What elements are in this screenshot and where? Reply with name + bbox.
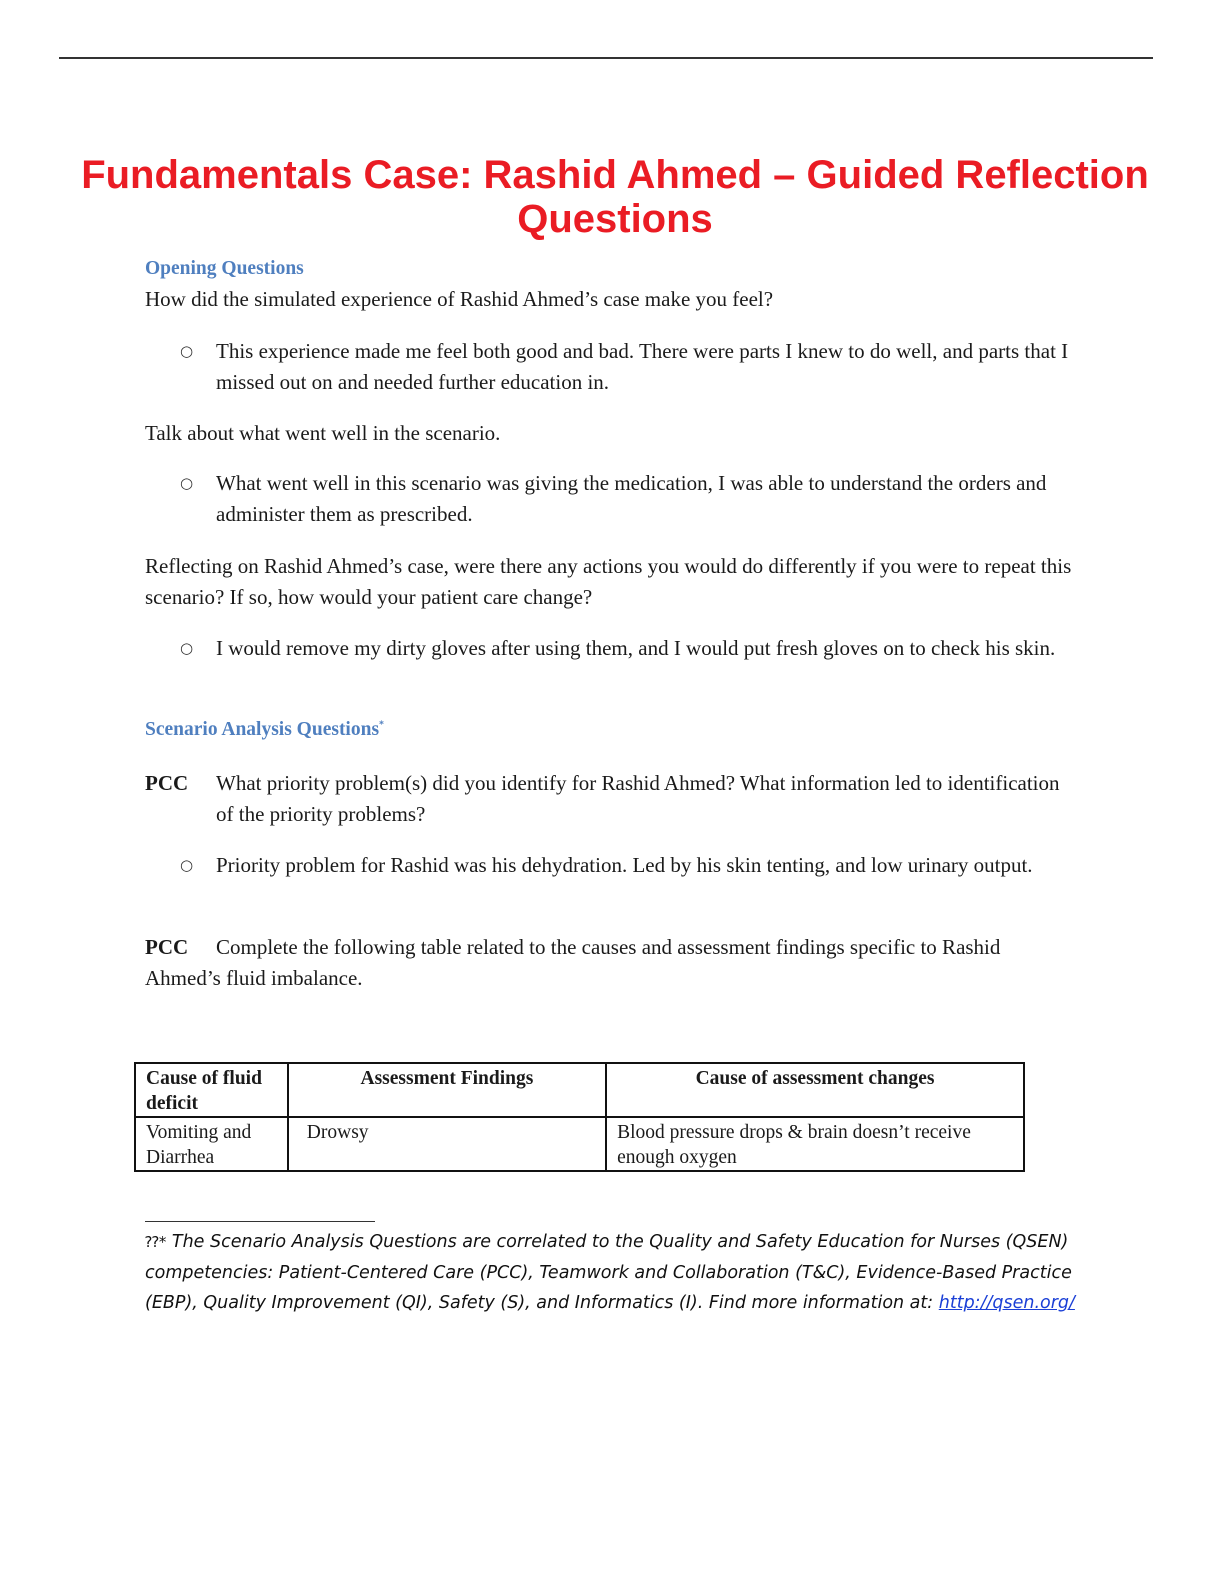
column-header: Cause of fluid deficit bbox=[135, 1063, 288, 1117]
top-divider bbox=[59, 57, 1153, 59]
footnote-marker: ⁇* bbox=[145, 1233, 167, 1251]
footnote-reference: * bbox=[379, 719, 385, 731]
opening-question-3: Reflecting on Rashid Ahmed’s case, were there any actions you would do differently if you were to repeat this scenario? If so, how would your patient care change? bbox=[145, 554, 1072, 609]
column-header: Cause of assessment changes bbox=[606, 1063, 1024, 1117]
opening-answer-2 bbox=[180, 468, 1076, 530]
table-row bbox=[135, 1117, 1024, 1171]
hollow-bullet-icon: ○ bbox=[180, 856, 194, 874]
hollow-bullet-icon: ○ bbox=[180, 342, 194, 360]
opening-answer-3 bbox=[180, 633, 1076, 664]
pcc-label: PCC bbox=[145, 771, 189, 795]
hollow-bullet-icon: ○ bbox=[180, 639, 194, 657]
hollow-bullet-icon: ○ bbox=[180, 474, 194, 492]
page-title: Fundamentals Case: Rashid Ahmed – Guided Reflection Questions bbox=[81, 153, 1149, 241]
opening-question-1: How did the simulated experience of Rashid Ahmed’s case make you feel? bbox=[145, 287, 774, 311]
opening-questions-heading: Opening Questions bbox=[145, 258, 304, 279]
table-cell-change-cause: Blood pressure drops & brain doesn’t receive enough oxygen bbox=[606, 1117, 1024, 1171]
opening-answer-1 bbox=[180, 336, 1076, 398]
pcc-label: PCC bbox=[145, 935, 189, 959]
analysis-answer-1 bbox=[180, 850, 1076, 881]
analysis-question-1: What priority problem(s) did you identify for Rashid Ahmed? What information led to identification of the priority problems? bbox=[216, 771, 1060, 826]
scenario-analysis-heading-text: Scenario Analysis Questions bbox=[145, 719, 380, 740]
table-header-row bbox=[135, 1063, 1024, 1117]
qsen-link[interactable]: http://qsen.org/ bbox=[938, 1293, 1075, 1313]
opening-question-2: Talk about what went well in the scenario. bbox=[145, 421, 501, 445]
answer-text: Priority problem for Rashid was his dehydration. Led by his skin tenting, and low urinary output. bbox=[216, 853, 1033, 877]
table-cell-cause: Vomiting and Diarrhea bbox=[135, 1117, 288, 1171]
footnote-divider bbox=[145, 1221, 375, 1222]
footnote-text: The Scenario Analysis Questions are correlated to the Quality and Safety Education for Nurses (QSEN) competencies: Patient-Centered Care (PCC), Teamwork and Collaboration (T&C), Evidence-Based Practice (EBP), Quality Improvement (QI), Safety (S), and Informatics (I). Find more information at: bbox=[145, 1232, 1072, 1313]
footnote bbox=[145, 1227, 1075, 1319]
question-text: Complete the following table related to the causes and assessment findings specific to Rashid Ahmed’s fluid imbalance. bbox=[145, 935, 1001, 990]
fluid-imbalance-table bbox=[134, 1062, 1025, 1172]
column-header: Assessment Findings bbox=[288, 1063, 606, 1117]
scenario-analysis-heading bbox=[145, 719, 384, 741]
answer-text: I would remove my dirty gloves after using them, and I would put fresh gloves on to check his skin. bbox=[216, 636, 1056, 660]
answer-text: This experience made me feel both good and bad. There were parts I knew to do well, and parts that I missed out on and needed further education in. bbox=[216, 339, 1069, 394]
answer-text: What went well in this scenario was giving the medication, I was able to understand the orders and administer them as prescribed. bbox=[216, 471, 1047, 526]
analysis-question-2 bbox=[145, 932, 1045, 994]
table-cell-finding: Drowsy bbox=[288, 1117, 606, 1171]
